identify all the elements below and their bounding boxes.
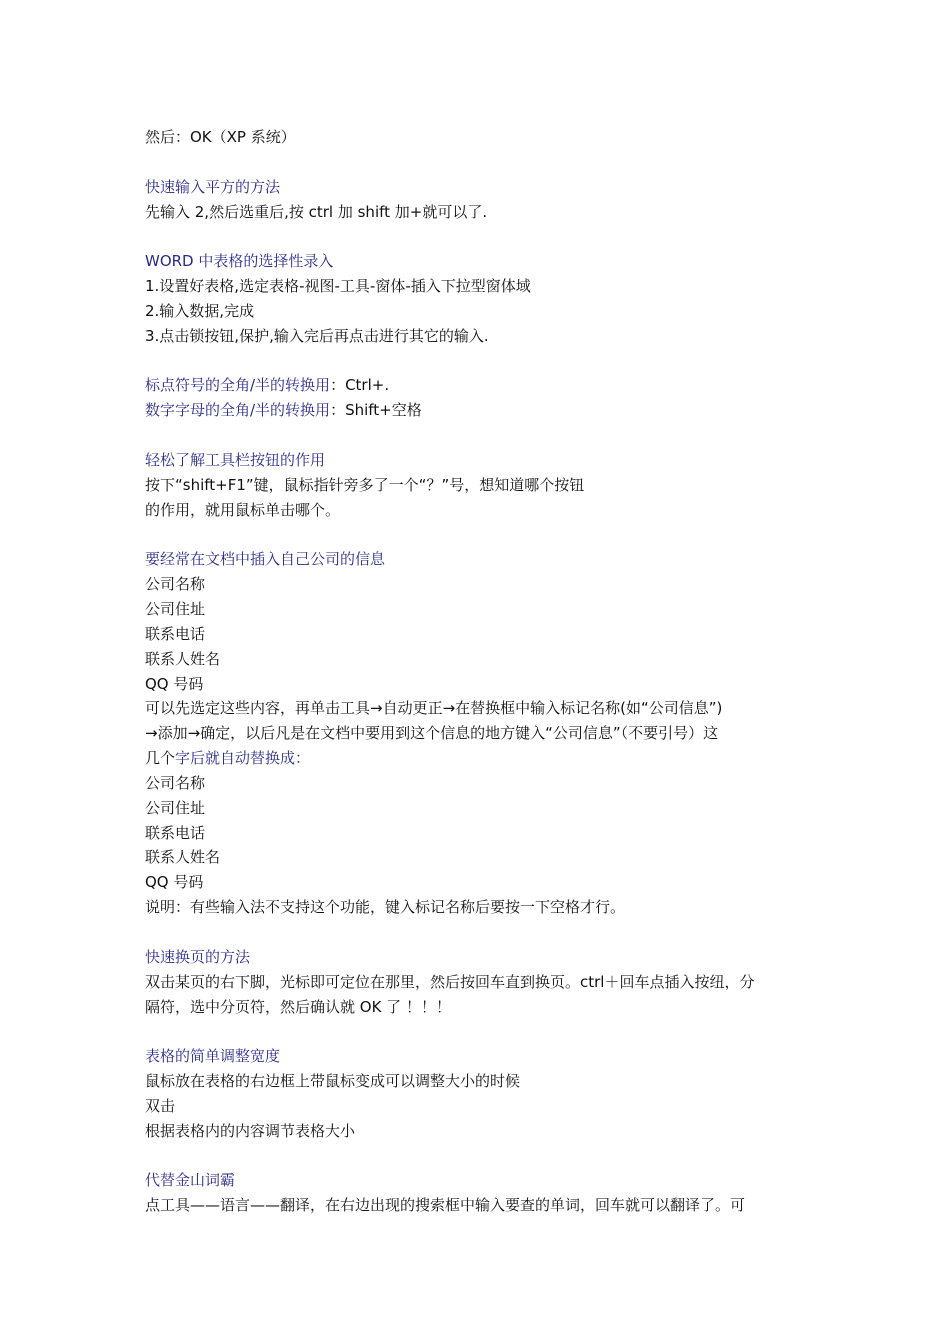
paragraph-fragment-highlight: 字后就自动替换成： <box>175 749 311 768</box>
paragraph-line: →添加→确定，以后凡是在文档中要用到这个信息的地方键入“公司信息”（不要引号）这 <box>145 724 719 743</box>
section-title-translate: 代替金山词霸 <box>145 1171 236 1190</box>
paragraph-line <box>145 746 815 771</box>
document-page <box>145 125 815 1218</box>
paragraph-line: 点工具——语言——翻译，在右边出现的搜索框中输入要查的单词，回车就可以翻译了。可 <box>145 1196 746 1215</box>
list-item: 联系电话 <box>145 823 206 842</box>
section-title-toolbar-help: 轻松了解工具栏按钮的作用 <box>145 450 326 469</box>
list-item: QQ 号码 <box>145 674 204 693</box>
list-item: 联系人姓名 <box>145 848 221 867</box>
paragraph-line: 先输入 2,然后选重后,按 ctrl 加 shift 加+就可以了. <box>145 202 488 221</box>
paragraph-line: 双击某页的右下脚，光标即可定位在那里，然后按回车直到换页。ctrl＋回车点插入按纽，分 <box>145 972 755 991</box>
section-title-square-input: 快速输入平方的方法 <box>145 177 281 196</box>
paragraph-line: 鼠标放在表格的右边框上带鼠标变成可以调整大小的时候 <box>145 1072 521 1091</box>
paragraph-line: 隔符，选中分页符，然后确认就 OK 了 ！！！ <box>145 997 451 1016</box>
list-item: QQ 号码 <box>145 873 204 892</box>
paragraph-line: 根据表格内的内容调节表格大小 <box>145 1121 356 1140</box>
paragraph-line: 的作用，就用鼠标单击哪个。 <box>145 500 341 519</box>
list-item: 联系人姓名 <box>145 649 221 668</box>
letter-toggle-label: 数字字母的全角/半的转换用 <box>145 401 331 420</box>
letter-toggle-value: ：Shift+空格 <box>330 401 422 420</box>
intro-line: 然后：OK（XP 系统） <box>145 128 296 146</box>
punctuation-toggle-label: 标点符号的全角/半的转换用 <box>145 376 331 395</box>
list-item: 联系电话 <box>145 624 206 643</box>
punctuation-toggle-line <box>145 373 815 398</box>
list-item: 公司住址 <box>145 798 206 817</box>
punctuation-toggle-value: ：Ctrl+. <box>330 376 390 395</box>
letter-toggle-line <box>145 398 815 423</box>
list-item: 公司名称 <box>145 773 206 792</box>
paragraph-line: 可以先选定这些内容，再单击工具→自动更正→在替换框中输入标记名称(如“公司信息”) <box>145 699 723 718</box>
section-title-table-width: 表格的简单调整宽度 <box>145 1047 281 1066</box>
section-title-table-input: WORD 中表格的选择性录入 <box>145 252 334 271</box>
paragraph-line: 按下“shift+F1”键，鼠标指针旁多了一个“？”号，想知道哪个按钮 <box>145 475 585 494</box>
note-line: 说明：有些输入法不支持这个功能，键入标记名称后要按一下空格才行。 <box>145 898 626 917</box>
paragraph-line: 双击 <box>145 1096 176 1115</box>
paragraph-fragment: 几个 <box>145 749 176 768</box>
section-title-page-break: 快速换页的方法 <box>145 947 251 966</box>
paragraph-line: 2.输入数据,完成 <box>145 301 255 320</box>
paragraph-line: 1.设置好表格,选定表格-视图-工具-窗体-插入下拉型窗体域 <box>145 277 531 296</box>
list-item: 公司名称 <box>145 575 206 594</box>
section-title-company-info: 要经常在文档中插入自己公司的信息 <box>145 550 386 569</box>
paragraph-line: 3.点击锁按钮,保护,输入完后再点击进行其它的输入. <box>145 326 489 345</box>
list-item: 公司住址 <box>145 600 206 619</box>
